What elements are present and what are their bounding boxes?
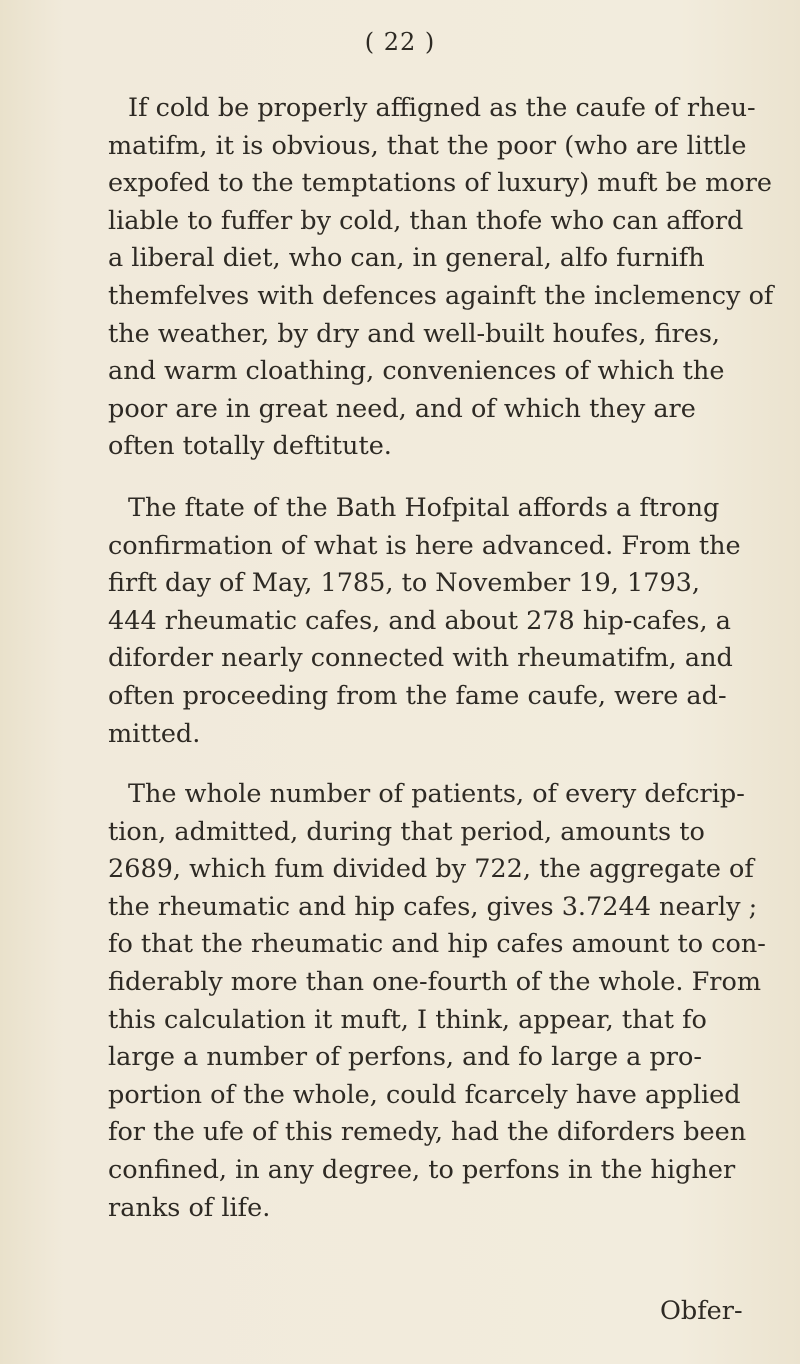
text-line: mitted. (108, 718, 201, 749)
text-line: fiderably more than one-fourth of the whole. From (108, 966, 762, 997)
text-line: expofed to the temptations of luxury) muft be more (108, 168, 772, 199)
text-line: large a number of perfons, and fo large a pro- (108, 1042, 702, 1073)
text-line: themfelves with defences againft the inclemency of (108, 280, 774, 311)
text-line: often proceeding from the fame caufe, were ad- (108, 680, 727, 711)
catchword: Obfer- (660, 1296, 743, 1326)
text-line: The ftate of the Bath Hofpital affords a ftrong (128, 493, 720, 523)
text-line: tion, admitted, during that period, amounts to (108, 816, 705, 847)
text-line: firft day of May, 1785, to November 19, 1793, (108, 568, 700, 599)
text-line: the weather, by dry and well-built houfes, fires, (108, 318, 721, 349)
text-line: a liberal diet, who can, in general, alfo furnifh (108, 243, 705, 274)
text-line: and warm cloathing, conveniences of which the (108, 356, 725, 387)
text-line: ranks of life. (108, 1192, 271, 1223)
text-line: The whole number of patients, of every defcrip- (128, 779, 745, 809)
text-line: poor are in great need, and of which they are (108, 393, 696, 424)
text-line: matifm, it is obvious, that the poor (who are little (108, 130, 747, 161)
text-line: confirmation of what is here advanced. From the (108, 530, 741, 561)
text-line: If cold be properly affigned as the caufe of rheu- (128, 93, 756, 123)
text-line: liable to fuffer by cold, than thofe who can afford (108, 205, 744, 236)
paragraph-1 (108, 90, 774, 466)
text-line: this calculation it muft, I think, appear, that fo (108, 1004, 707, 1035)
text-line: confined, in any degree, to perfons in the higher (108, 1154, 736, 1185)
text-line: 2689, which fum divided by 722, the aggregate of (108, 854, 754, 885)
text-line: often totally deftitute. (108, 431, 392, 462)
text-line: portion of the whole, could fcarcely have applied (108, 1079, 741, 1110)
text-line: diforder nearly connected with rheumatifm, and (108, 643, 733, 674)
text-line: fo that the rheumatic and hip cafes amount to con- (108, 929, 766, 960)
text-line: for the ufe of this remedy, had the diforders been (108, 1117, 747, 1148)
page-number: ( 22 ) (364, 28, 436, 56)
text-line: the rheumatic and hip cafes, gives 3.7244 nearly ; (108, 891, 758, 922)
paragraph-3 (108, 776, 768, 1227)
paragraph-2 (108, 490, 768, 753)
text-line: 444 rheumatic cafes, and about 278 hip-cafes, a (108, 605, 731, 636)
